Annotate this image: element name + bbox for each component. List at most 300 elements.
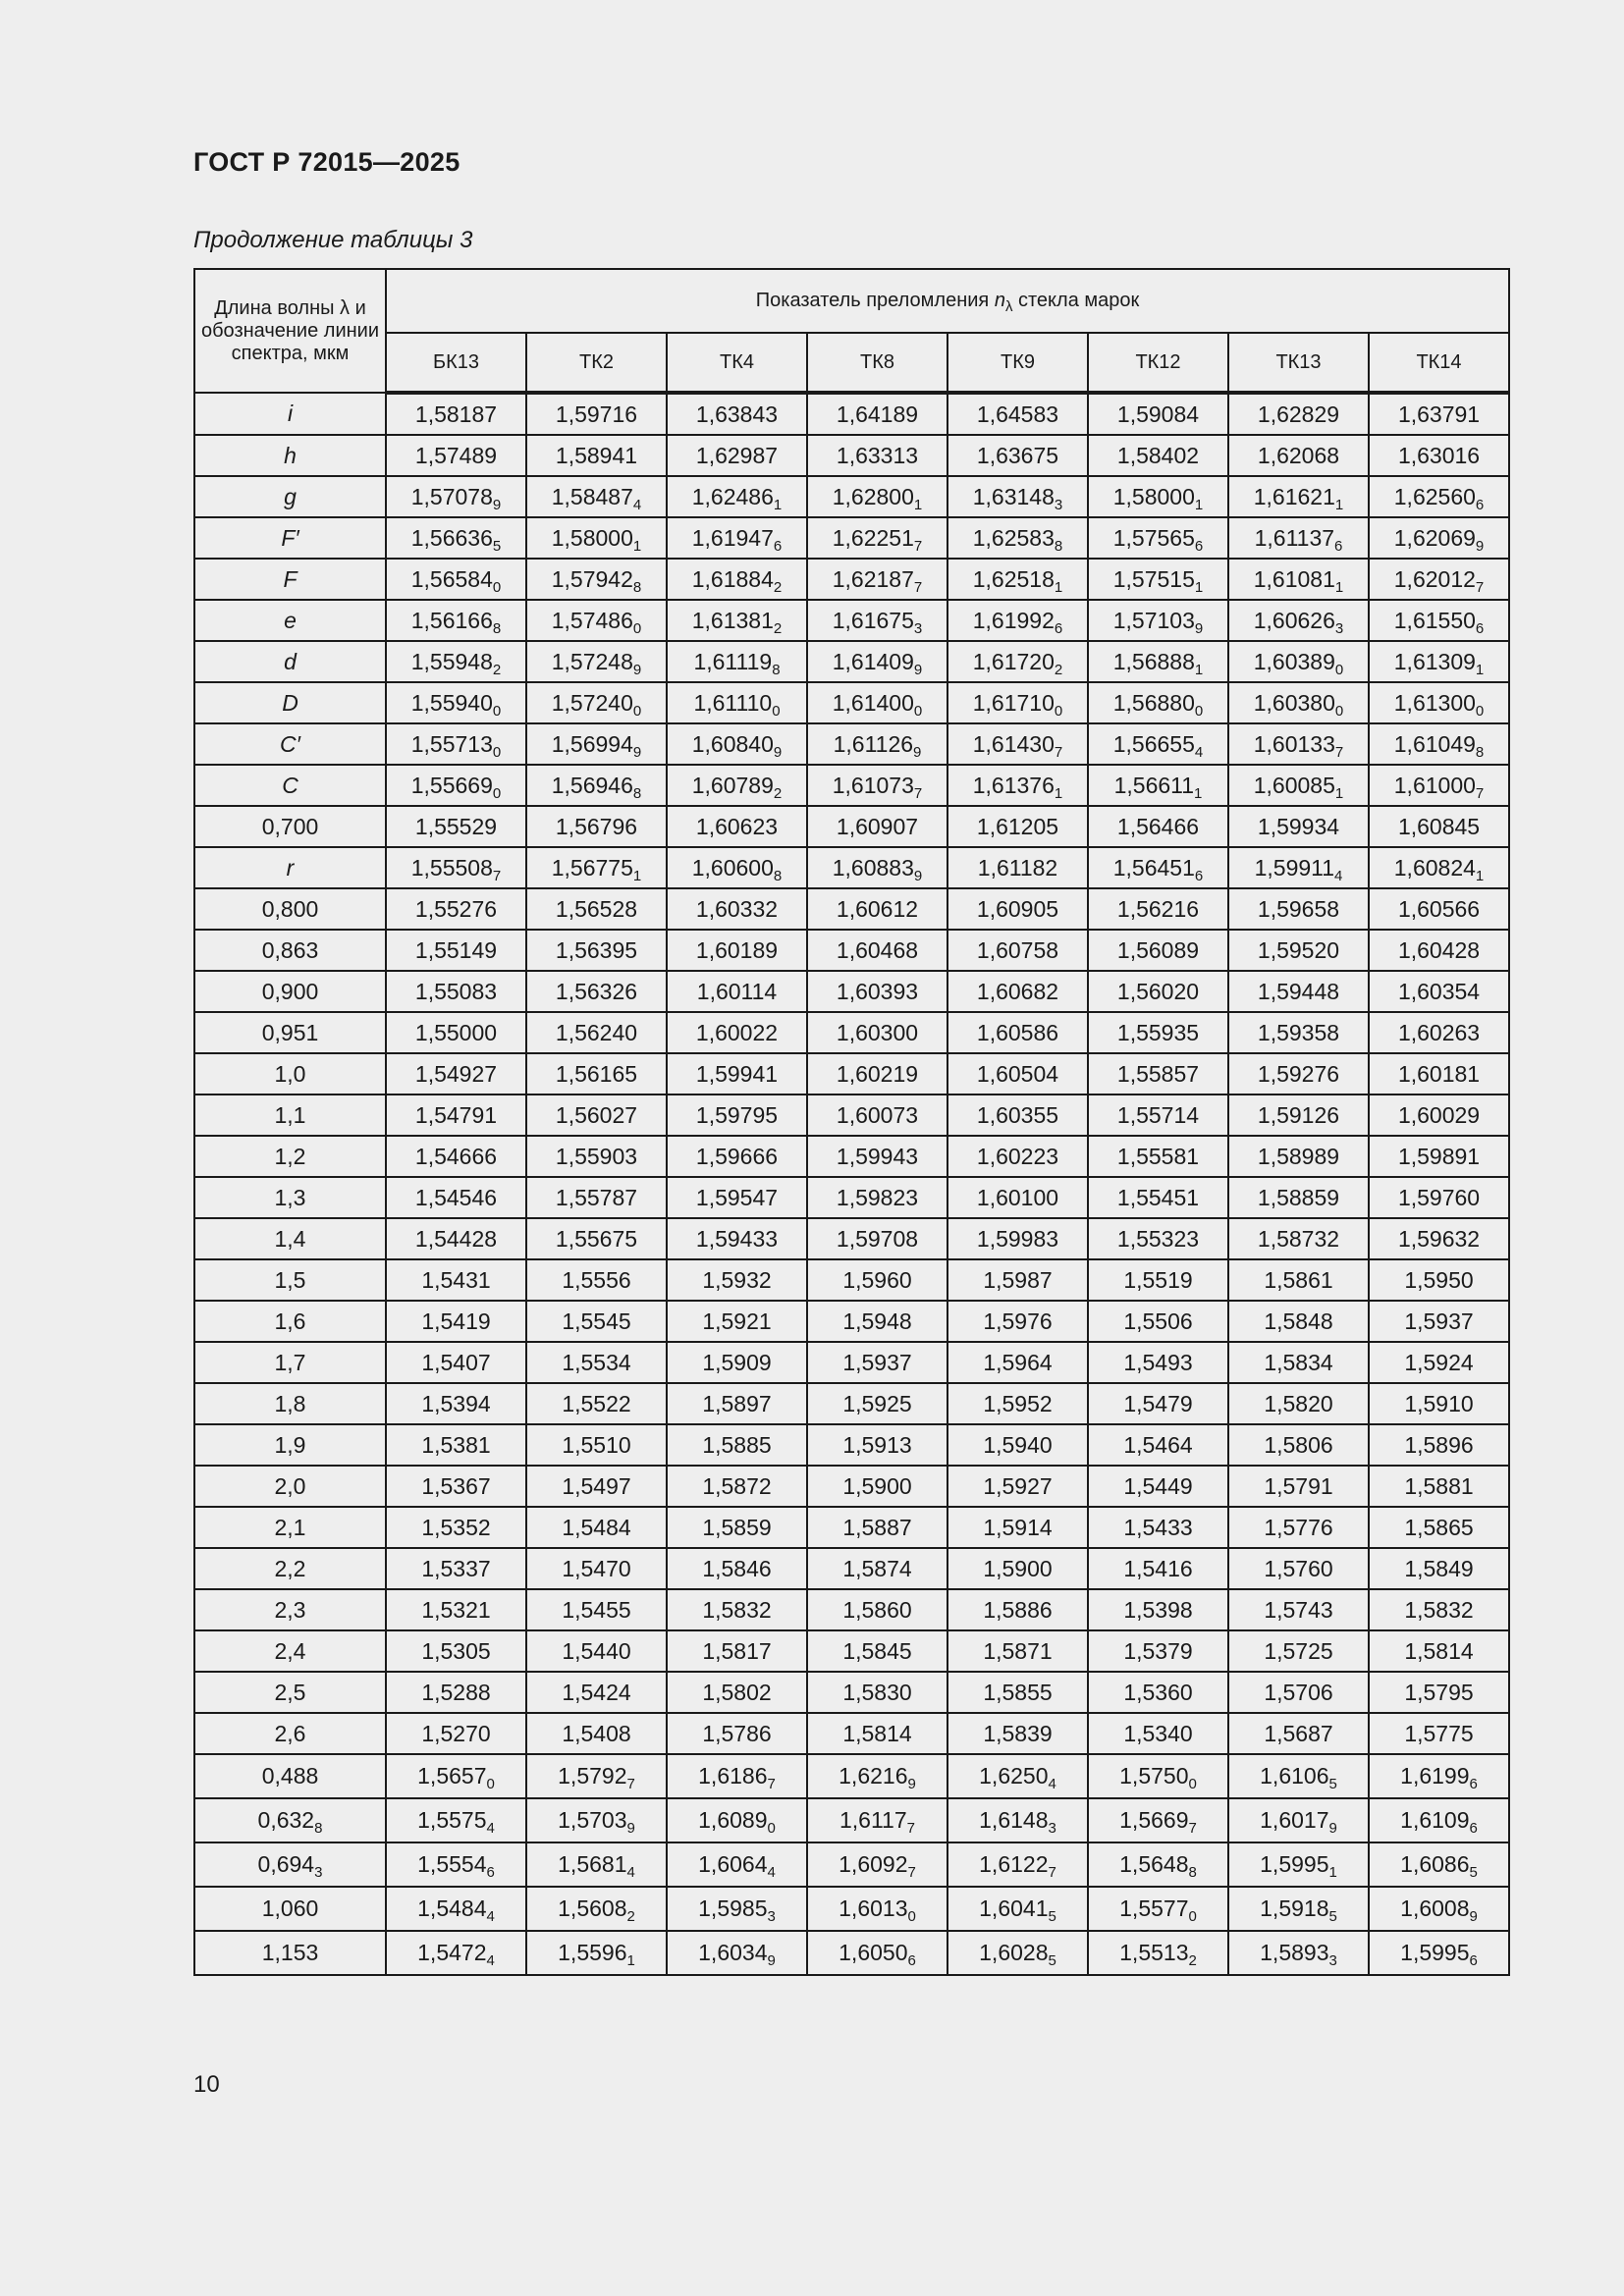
wavelength-cell (194, 1301, 386, 1342)
index-value: 1,59448 (1257, 978, 1340, 1004)
index-value: 1,5340 (1123, 1720, 1193, 1746)
index-value: 1,5431 (421, 1266, 491, 1293)
index-cell (386, 559, 526, 600)
index-value: 1,62068 (1257, 442, 1340, 468)
index-cell (526, 393, 667, 435)
index-subscript: 5 (1048, 1908, 1056, 1925)
wavelength-cell (194, 1548, 386, 1589)
wavelength-value: 1,8 (274, 1390, 306, 1416)
index-cell (1228, 1672, 1369, 1713)
index-cell (526, 1754, 667, 1798)
column-header-тк12: ТК12 (1088, 333, 1228, 393)
index-cell (1228, 1507, 1369, 1548)
index-value: 1,6017 (1260, 1807, 1329, 1833)
index-cell (667, 393, 807, 435)
index-value: 1,5776 (1264, 1514, 1333, 1540)
index-cell (1228, 517, 1369, 559)
column-header-тк2: ТК2 (526, 333, 667, 393)
index-subscript: 1 (632, 867, 642, 884)
wavelength-cell (194, 888, 386, 930)
index-cell (386, 476, 526, 517)
index-subscript: 2 (626, 1908, 635, 1925)
wavelength-value: 0,700 (261, 813, 319, 839)
index-subscript: 1 (1334, 496, 1344, 513)
index-cell (526, 1383, 667, 1424)
index-value: 1,63791 (1397, 400, 1481, 427)
index-value: 1,5817 (702, 1637, 772, 1664)
index-cell (807, 723, 947, 765)
index-value: 1,61675 (832, 607, 914, 633)
index-cell (807, 600, 947, 641)
wavelength-cell (194, 1887, 386, 1931)
index-cell (667, 1798, 807, 1842)
document-header: ГОСТ Р 72015—2025 (193, 147, 460, 177)
index-cell (1369, 888, 1509, 930)
index-cell (1228, 641, 1369, 682)
index-cell (1228, 1842, 1369, 1887)
index-value: 1,62987 (695, 442, 779, 468)
index-value: 1,5925 (842, 1390, 912, 1416)
index-value: 1,61081 (1253, 565, 1335, 592)
index-value: 1,57486 (551, 607, 633, 633)
index-subscript: 3 (1048, 1820, 1056, 1837)
index-subscript: 7 (913, 784, 923, 802)
index-cell (1088, 765, 1228, 806)
wavelength-cell (194, 1012, 386, 1053)
index-value: 1,55508 (410, 854, 493, 881)
index-value: 1,5874 (842, 1555, 912, 1581)
wavelength-cell (194, 1053, 386, 1095)
wavelength-value: 0,488 (261, 1763, 319, 1789)
index-subscript: 1 (632, 537, 642, 555)
wavelength-value: D (282, 689, 298, 716)
index-value: 1,6109 (1400, 1807, 1470, 1833)
index-value: 1,62560 (1393, 483, 1476, 509)
index-cell (1228, 682, 1369, 723)
index-value: 1,5433 (1123, 1514, 1193, 1540)
index-subscript: 1 (1194, 578, 1204, 596)
index-value: 1,60789 (691, 772, 774, 798)
index-value: 1,5545 (562, 1308, 631, 1334)
index-subscript: 6 (1475, 496, 1485, 513)
index-value: 1,5795 (1404, 1679, 1474, 1705)
table-row (194, 435, 1509, 476)
index-cell (1228, 1630, 1369, 1672)
table-row (194, 517, 1509, 559)
index-subscript: 0 (492, 743, 502, 761)
index-value: 1,5687 (1264, 1720, 1333, 1746)
index-cell (807, 559, 947, 600)
index-value: 1,59911 (1254, 854, 1335, 881)
index-cell (667, 1466, 807, 1507)
index-value: 1,62486 (691, 483, 774, 509)
index-value: 1,61126 (833, 730, 914, 757)
wavelength-value: 1,7 (274, 1349, 306, 1375)
index-subscript: 3 (1054, 496, 1063, 513)
index-cell (667, 600, 807, 641)
index-value: 1,60626 (1253, 607, 1335, 633)
index-value: 1,5522 (562, 1390, 631, 1416)
index-subscript: 0 (1334, 661, 1344, 678)
table-row (194, 1887, 1509, 1931)
index-value: 1,58859 (1257, 1184, 1340, 1210)
index-cell (667, 888, 807, 930)
index-cell (1088, 517, 1228, 559)
table-row (194, 1177, 1509, 1218)
index-subscript: 0 (632, 702, 642, 720)
index-value: 1,5321 (421, 1596, 491, 1623)
index-cell (947, 600, 1088, 641)
index-subscript: 1 (1194, 661, 1204, 678)
index-cell (807, 1672, 947, 1713)
index-cell (526, 1012, 667, 1053)
index-value: 1,62800 (832, 483, 914, 509)
wavelength-value: 0,900 (261, 978, 319, 1004)
index-value: 1,5472 (417, 1940, 487, 1965)
table-row (194, 1259, 1509, 1301)
index-subscript: 8 (1475, 743, 1485, 761)
index-value: 1,60566 (1397, 895, 1481, 922)
index-value: 1,58000 (551, 524, 633, 551)
index-value: 1,5960 (842, 1266, 912, 1293)
index-cell (947, 1177, 1088, 1218)
index-cell (947, 1887, 1088, 1931)
index-value: 1,60905 (976, 895, 1059, 922)
index-cell (947, 682, 1088, 723)
index-value: 1,64583 (976, 400, 1059, 427)
index-subscript: 0 (772, 702, 781, 720)
index-value: 1,56994 (551, 730, 633, 757)
index-value: 1,6122 (979, 1851, 1049, 1877)
index-cell (667, 1136, 807, 1177)
index-value: 1,61430 (972, 730, 1055, 757)
table-row (194, 682, 1509, 723)
index-cell (807, 847, 947, 888)
index-value: 1,5995 (1400, 1940, 1470, 1965)
index-subscript: 7 (906, 1820, 915, 1837)
index-value: 1,61992 (972, 607, 1055, 633)
index-cell (1088, 1342, 1228, 1383)
index-cell (1088, 1589, 1228, 1630)
index-value: 1,57565 (1112, 524, 1195, 551)
index-value: 1,5985 (698, 1896, 768, 1921)
index-cell (1088, 1931, 1228, 1975)
index-cell (1228, 930, 1369, 971)
index-cell (1228, 1548, 1369, 1589)
index-value: 1,5914 (983, 1514, 1053, 1540)
index-cell (526, 1931, 667, 1975)
index-cell (1228, 1887, 1369, 1931)
index-value: 1,56165 (555, 1060, 638, 1087)
index-value: 1,5367 (421, 1472, 491, 1499)
index-value: 1,56027 (555, 1101, 638, 1128)
index-value: 1,59547 (695, 1184, 779, 1210)
index-cell (1369, 723, 1509, 765)
wavelength-cell (194, 723, 386, 765)
index-cell (807, 1507, 947, 1548)
index-cell (526, 1259, 667, 1301)
table-row (194, 806, 1509, 847)
index-subscript: 9 (492, 496, 502, 513)
column-header-тк14: ТК14 (1369, 333, 1509, 393)
index-cell (1369, 1095, 1509, 1136)
group-header-text: Показатель преломления (755, 290, 990, 311)
index-value: 1,5669 (1119, 1807, 1189, 1833)
index-cell (526, 559, 667, 600)
index-cell (667, 723, 807, 765)
index-value: 1,5814 (1404, 1637, 1474, 1664)
index-subscript: 0 (913, 702, 923, 720)
index-cell (526, 971, 667, 1012)
index-subscript: 4 (486, 1820, 495, 1837)
index-value: 1,5900 (983, 1555, 1053, 1581)
index-subscript: 5 (492, 537, 502, 555)
index-cell (947, 1218, 1088, 1259)
index-cell (807, 1177, 947, 1218)
index-cell (1228, 806, 1369, 847)
index-subscript: 1 (1328, 1864, 1337, 1881)
index-cell (667, 1887, 807, 1931)
index-subscript: 6 (1194, 537, 1204, 555)
index-cell (947, 1095, 1088, 1136)
index-value: 1,5918 (1260, 1896, 1329, 1921)
index-cell (667, 1053, 807, 1095)
group-header-tail: стекла марок (1018, 290, 1140, 311)
index-value: 1,60189 (695, 936, 779, 963)
index-cell (1369, 682, 1509, 723)
table-row (194, 971, 1509, 1012)
index-cell (1088, 930, 1228, 971)
wavelength-cell (194, 1095, 386, 1136)
index-cell (807, 1931, 947, 1975)
table-row (194, 1798, 1509, 1842)
index-value: 1,60824 (1393, 854, 1476, 881)
index-cell (947, 806, 1088, 847)
index-value: 1,5424 (562, 1679, 631, 1705)
index-cell (386, 1012, 526, 1053)
index-value: 1,5802 (702, 1679, 772, 1705)
index-value: 1,61720 (972, 648, 1055, 674)
index-cell (526, 847, 667, 888)
index-value: 1,5910 (1404, 1390, 1474, 1416)
index-value: 1,5832 (1404, 1596, 1474, 1623)
index-cell (1369, 1136, 1509, 1177)
wavelength-cell (194, 1798, 386, 1842)
index-cell (526, 435, 667, 476)
refractive-index-group-header (386, 269, 1509, 333)
index-value: 1,5881 (1404, 1472, 1474, 1499)
index-value: 1,55714 (1116, 1101, 1200, 1128)
index-cell (667, 1842, 807, 1887)
index-cell (1088, 1424, 1228, 1466)
table-row (194, 723, 1509, 765)
index-cell (1369, 1342, 1509, 1383)
index-value: 1,55940 (410, 689, 493, 716)
index-subscript: 8 (492, 619, 502, 637)
index-cell (386, 1301, 526, 1342)
index-value: 1,5706 (1264, 1679, 1333, 1705)
index-cell (947, 1507, 1088, 1548)
index-cell (526, 1507, 667, 1548)
index-cell (1369, 847, 1509, 888)
table-row (194, 1053, 1509, 1095)
index-value: 1,5381 (421, 1431, 491, 1458)
index-cell (667, 1507, 807, 1548)
column-header-бк13: БК13 (386, 333, 526, 393)
index-cell (1088, 1798, 1228, 1842)
index-value: 1,5510 (562, 1431, 631, 1458)
index-cell (667, 1342, 807, 1383)
wavelength-cell (194, 1218, 386, 1259)
index-cell (807, 971, 947, 1012)
index-subscript: 4 (767, 1864, 776, 1881)
index-cell (526, 600, 667, 641)
index-value: 1,5921 (702, 1308, 772, 1334)
index-cell (947, 476, 1088, 517)
index-value: 1,61400 (832, 689, 914, 716)
index-value: 1,60504 (976, 1060, 1059, 1087)
index-cell (807, 1754, 947, 1798)
index-value: 1,59632 (1397, 1225, 1481, 1252)
index-subscript: 5 (1469, 1864, 1478, 1881)
index-value: 1,5859 (702, 1514, 772, 1540)
index-subscript: 6 (1469, 1820, 1478, 1837)
index-value: 1,60600 (691, 854, 774, 881)
index-cell (807, 1424, 947, 1466)
index-value: 1,59983 (976, 1225, 1059, 1252)
index-cell (1088, 435, 1228, 476)
wavelength-value: 2,6 (274, 1720, 306, 1746)
index-cell (1369, 435, 1509, 476)
index-value: 1,56636 (410, 524, 493, 551)
index-cell (1228, 1466, 1369, 1507)
index-value: 1,62012 (1393, 565, 1476, 592)
index-cell (807, 1466, 947, 1507)
index-value: 1,5995 (1260, 1851, 1329, 1877)
index-value: 1,56946 (551, 772, 633, 798)
index-cell (807, 1259, 947, 1301)
index-cell (526, 1095, 667, 1136)
index-value: 1,62583 (972, 524, 1055, 551)
index-value: 1,5681 (558, 1851, 627, 1877)
index-cell (386, 1754, 526, 1798)
index-value: 1,60468 (836, 936, 919, 963)
index-subscript: 9 (1469, 1908, 1478, 1925)
index-value: 1,5932 (702, 1266, 772, 1293)
index-cell (1369, 476, 1509, 517)
wavelength-cell (194, 1383, 386, 1424)
index-cell (1369, 806, 1509, 847)
index-value: 1,5554 (417, 1851, 487, 1877)
index-subscript: 1 (1054, 784, 1063, 802)
index-value: 1,5596 (558, 1940, 627, 1965)
page-number: 10 (193, 2071, 220, 2098)
index-value: 1,5455 (562, 1596, 631, 1623)
index-value: 1,61710 (972, 689, 1055, 716)
index-value: 1,54666 (414, 1143, 498, 1169)
index-value: 1,5786 (702, 1720, 772, 1746)
index-value: 1,60380 (1253, 689, 1335, 716)
table-row (194, 930, 1509, 971)
index-cell (386, 1548, 526, 1589)
index-value: 1,5449 (1123, 1472, 1193, 1499)
wavelength-cell (194, 1713, 386, 1754)
index-value: 1,5534 (562, 1349, 631, 1375)
index-cell (667, 1931, 807, 1975)
index-value: 1,6199 (1400, 1763, 1470, 1789)
index-subscript: 0 (1054, 702, 1063, 720)
index-cell (667, 517, 807, 559)
index-value: 1,5871 (983, 1637, 1053, 1664)
wavelength-cell (194, 806, 386, 847)
index-value: 1,5860 (842, 1596, 912, 1623)
index-value: 1,5952 (983, 1390, 1053, 1416)
index-cell (1369, 1424, 1509, 1466)
wavelength-cell (194, 1259, 386, 1301)
index-value: 1,60100 (976, 1184, 1059, 1210)
index-cell (1228, 559, 1369, 600)
index-value: 1,56796 (555, 813, 638, 839)
index-value: 1,5470 (562, 1555, 631, 1581)
index-value: 1,59941 (695, 1060, 779, 1087)
index-cell (386, 1177, 526, 1218)
wavelength-value: 1,3 (274, 1184, 306, 1210)
wavelength-value: 0,800 (261, 895, 319, 922)
index-value: 1,5791 (1264, 1472, 1333, 1499)
index-subscript: 1 (1475, 867, 1485, 884)
index-subscript: 9 (632, 743, 642, 761)
index-cell (947, 559, 1088, 600)
index-subscript: 0 (486, 1776, 495, 1792)
index-subscript: 6 (773, 537, 783, 555)
index-value: 1,6041 (979, 1896, 1049, 1921)
index-subscript: 9 (773, 743, 783, 761)
index-value: 1,61947 (691, 524, 774, 551)
index-value: 1,61182 (977, 854, 1058, 881)
index-cell (1088, 1177, 1228, 1218)
index-cell (807, 1630, 947, 1672)
index-value: 1,57240 (551, 689, 633, 716)
index-value: 1,60223 (976, 1143, 1059, 1169)
index-cell (947, 847, 1088, 888)
wavelength-cell (194, 1342, 386, 1383)
index-cell (386, 682, 526, 723)
index-cell (807, 1301, 947, 1342)
index-cell (1369, 517, 1509, 559)
index-cell (1369, 1301, 1509, 1342)
index-value: 1,55323 (1116, 1225, 1200, 1252)
index-cell (807, 393, 947, 435)
index-value: 1,56020 (1116, 978, 1200, 1004)
wavelength-value: 0,863 (261, 936, 319, 963)
wavelength-value: e (284, 607, 297, 633)
index-cell (526, 1342, 667, 1383)
index-value: 1,60029 (1397, 1101, 1481, 1128)
index-subscript: 0 (492, 784, 502, 802)
index-value: 1,63016 (1397, 442, 1481, 468)
index-cell (947, 1713, 1088, 1754)
index-cell (1228, 1095, 1369, 1136)
index-subscript: 8 (1054, 537, 1063, 555)
index-value: 1,55000 (414, 1019, 498, 1045)
index-cell (386, 1507, 526, 1548)
index-cell (1228, 1301, 1369, 1342)
index-cell (667, 765, 807, 806)
index-cell (1088, 559, 1228, 600)
column-header-тк13: ТК13 (1228, 333, 1369, 393)
index-subscript: 4 (1194, 743, 1204, 761)
index-subscript: 0 (1475, 702, 1485, 720)
